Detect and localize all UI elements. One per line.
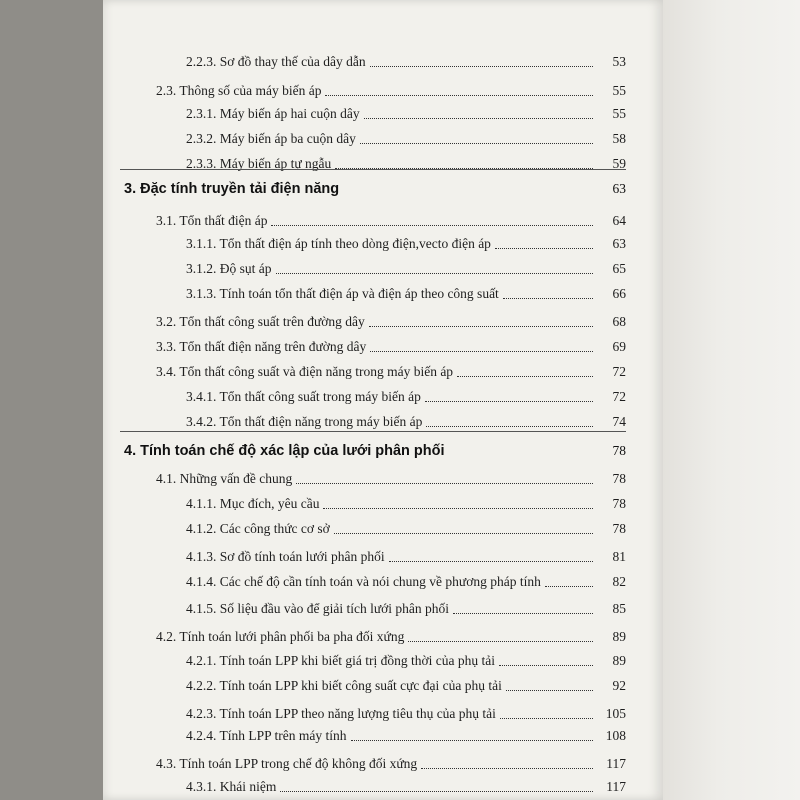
toc-page-number: 92 [612, 677, 626, 693]
toc-page-number: 53 [612, 53, 626, 69]
toc-entry [186, 230, 626, 252]
toc-page-number: 65 [612, 260, 626, 276]
toc-entry-title: 3.3. Tổn thất điện năng trên đường dây [156, 338, 367, 354]
dot-leader [364, 118, 593, 119]
toc-entry-title: 2.2.3. Sơ đồ thay thế của dây dẫn [186, 53, 366, 69]
toc-entry-title: 3.1.3. Tính toán tổn thất điện áp và điện áp theo công suất [186, 285, 499, 301]
toc-entry [186, 543, 626, 565]
toc-entry-title: 3.4. Tổn thất công suất và điện năng trong máy biến áp [156, 363, 454, 379]
toc-page-number: 81 [612, 548, 626, 564]
toc-entry-title: 3.4.2. Tổn thất điện năng trong máy biến áp [186, 413, 423, 429]
toc-entry-title: 4.1.1. Mục đích, yêu cầu [186, 495, 320, 511]
toc-entry [186, 647, 626, 669]
dot-leader [370, 351, 593, 352]
dot-leader [369, 326, 593, 327]
dot-leader [296, 483, 593, 484]
toc-entry-title: 4.1.5. Số liệu đầu vào để giải tích lưới phân phối [186, 600, 450, 616]
dot-leader [389, 561, 593, 562]
toc-page-number: 89 [612, 628, 626, 644]
toc-entry-title: 3.1.1. Tổn thất điện áp tính theo dòng điện,vecto điện áp [186, 235, 491, 251]
toc-entry-title: 4.1.4. Các chế độ cần tính toán và nói chung về phương pháp tính [186, 573, 541, 589]
toc-entry [186, 490, 626, 512]
toc-page-number: 89 [612, 652, 626, 668]
chapter-separator-line [120, 431, 626, 432]
toc-entry-title: 2.3.2. Máy biến áp ba cuộn dây [186, 130, 356, 146]
toc-page-number: 66 [612, 285, 626, 301]
toc-page-number: 69 [612, 338, 626, 354]
toc-page-number: 117 [606, 778, 626, 794]
dot-leader [499, 665, 593, 666]
toc-entry [186, 515, 626, 537]
dot-leader [276, 273, 594, 274]
toc-page-number: 78 [612, 520, 626, 536]
toc-entry [186, 773, 626, 795]
toc-page-number: 72 [612, 363, 626, 379]
dot-leader [323, 508, 593, 509]
toc-page-number: 117 [606, 755, 626, 771]
toc-entry [186, 722, 626, 744]
toc-entry-title: 4.1.2. Các công thức cơ sở [186, 520, 330, 536]
toc-entry-title: 4.2.2. Tính toán LPP khi biết công suất cực đại của phụ tải [186, 677, 502, 693]
toc-entry [186, 48, 626, 70]
dot-leader [280, 791, 593, 792]
toc-entry [156, 750, 626, 772]
dot-leader [421, 768, 593, 769]
toc-entry [186, 408, 626, 430]
toc-page-number: 82 [612, 573, 626, 589]
toc-entry-title: 3.4.1. Tổn thất công suất trong máy biến áp [186, 388, 421, 404]
dot-leader [453, 613, 593, 614]
toc-entry-title: 3.1.2. Độ sụt áp [186, 260, 272, 276]
toc-entry [156, 333, 626, 355]
toc-entry [186, 383, 626, 405]
toc-entry [186, 700, 626, 722]
toc-page-number: 108 [605, 727, 626, 743]
dot-leader [408, 641, 593, 642]
toc-entry [156, 308, 626, 330]
dot-leader [495, 248, 593, 249]
toc-page-number: 55 [612, 82, 626, 98]
dot-leader [503, 298, 593, 299]
toc-entry [156, 465, 626, 487]
toc-page-number: 105 [605, 705, 626, 721]
toc-entry-title: 2.3.3. Máy biến áp tự ngẫu [186, 155, 332, 171]
toc-entry-title: 4.1. Những vấn đề chung [156, 470, 293, 486]
dot-leader [425, 401, 593, 402]
toc-page-number: 78 [612, 470, 626, 486]
toc-entry [186, 125, 626, 147]
toc-entry-title: 4.1.3. Sơ đồ tính toán lưới phân phối [186, 548, 385, 564]
toc-entry-title: 4. Tính toán chế độ xác lập của lưới phân phối [124, 443, 445, 459]
dot-leader [500, 718, 593, 719]
dot-leader [325, 95, 593, 96]
toc-page-number: 58 [612, 130, 626, 146]
facing-page-edge [663, 0, 800, 800]
toc-entry-title: 2.3.1. Máy biến áp hai cuộn dây [186, 105, 360, 121]
toc-entry-title: 2.3. Thông số của máy biến áp [156, 82, 322, 98]
toc-page-number: 55 [612, 105, 626, 121]
dot-leader [545, 586, 593, 587]
toc-entry [186, 280, 626, 302]
toc-entry [156, 77, 626, 99]
toc-entry-title: 3.1. Tổn thất điện áp [156, 212, 268, 228]
toc-chapter-heading [124, 437, 626, 461]
toc-entry [186, 255, 626, 277]
toc-entry-title: 3. Đặc tính truyền tải điện năng [124, 181, 340, 197]
toc-page-number: 68 [612, 313, 626, 329]
dot-leader [271, 225, 593, 226]
toc-entry-title: 4.2.1. Tính toán LPP khi biết giá trị đồng thời của phụ tải [186, 652, 495, 668]
toc-page-number: 78 [612, 495, 626, 511]
toc-entry [156, 623, 626, 645]
toc-entry [186, 100, 626, 122]
dot-leader [351, 740, 594, 741]
toc-page-number: 85 [612, 600, 626, 616]
toc-page-number: 74 [612, 413, 626, 429]
toc-entry-title: 4.2. Tính toán lưới phân phối ba pha đối xứng [156, 628, 405, 644]
toc-entry-title: 4.2.3. Tính toán LPP theo năng lượng tiêu thụ của phụ tải [186, 705, 496, 721]
toc-entry [156, 358, 626, 380]
toc-page-number: 78 [612, 443, 626, 458]
toc-page-number: 63 [612, 235, 626, 251]
chapter-separator-line [120, 169, 626, 170]
toc-entry [186, 595, 626, 617]
dot-leader [506, 690, 593, 691]
dot-leader [426, 426, 593, 427]
toc-entry-title: 3.2. Tổn thất công suất trên đường dây [156, 313, 365, 329]
toc-entry-title: 4.3. Tính toán LPP trong chế độ không đối xứng [156, 755, 418, 771]
toc-page-number: 64 [612, 212, 626, 228]
dot-leader [370, 66, 593, 67]
dot-leader [457, 376, 593, 377]
toc-page-number: 72 [612, 388, 626, 404]
toc-entry-title: 4.2.4. Tính LPP trên máy tính [186, 727, 347, 743]
toc-entry [186, 672, 626, 694]
toc-entry [186, 568, 626, 590]
dot-leader [334, 533, 593, 534]
dot-leader [360, 143, 593, 144]
toc-page-number: 59 [612, 155, 626, 171]
toc-entry-title: 4.3.1. Khái niệm [186, 778, 277, 794]
toc-chapter-heading [124, 175, 626, 199]
toc-entry [156, 207, 626, 229]
toc-page-number: 63 [612, 181, 626, 196]
